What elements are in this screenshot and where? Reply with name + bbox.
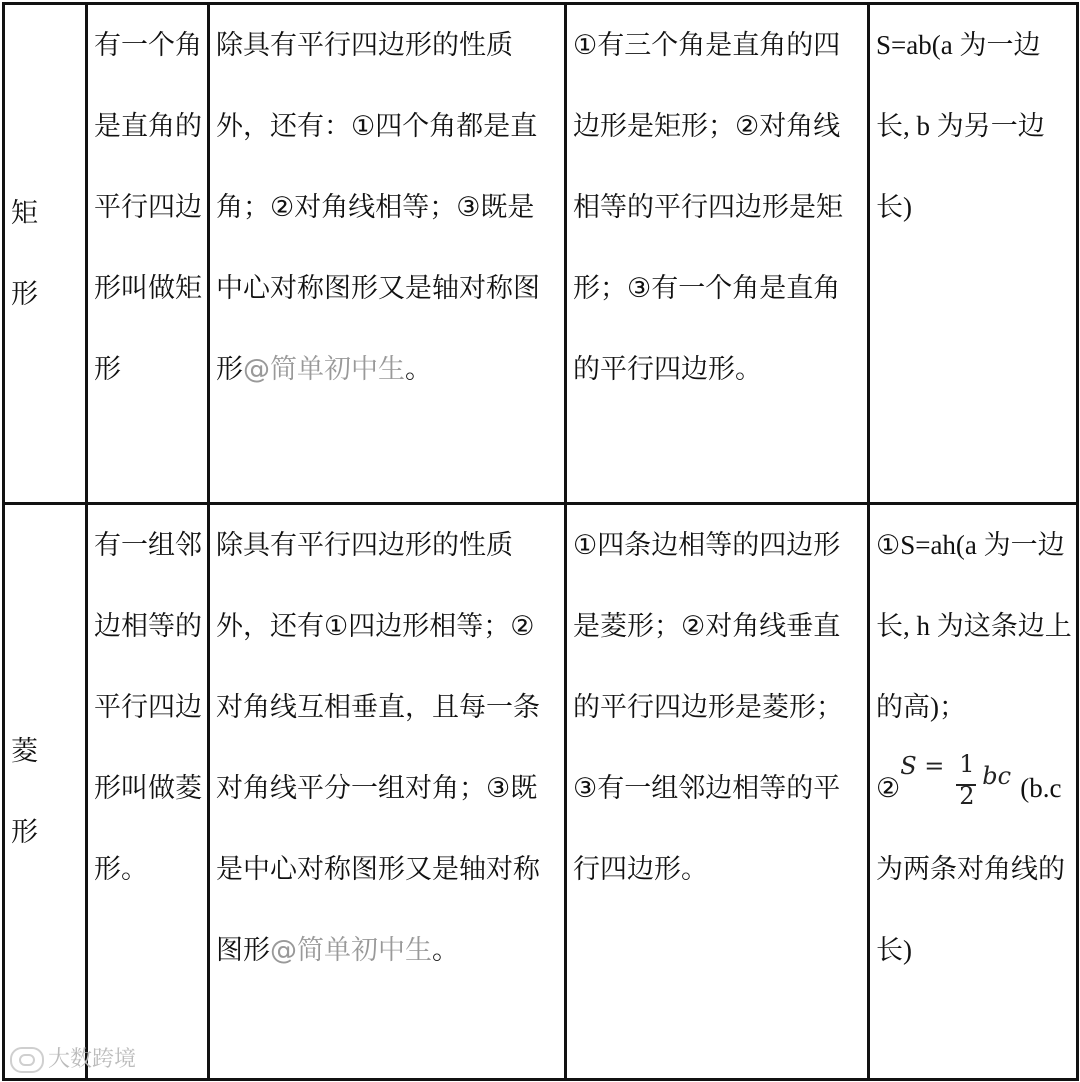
table-row — [4, 4, 1078, 504]
properties-cell — [209, 4, 566, 504]
area-text-part1: ①S=ah(a 为一边长, h 为这条边上的高)； — [876, 530, 1072, 722]
properties-text: 除具有平行四边形的性质外，还有①四边形相等；②对角线互相垂直，且每一条对角线平分一组对角；③既是中心对称图形又是轴对称图形 — [216, 530, 540, 966]
criteria-cell — [566, 504, 869, 1080]
properties-end: 。 — [405, 354, 432, 385]
criteria-text: ①有三个角是直角的四边形是矩形；②对角线相等的平行四边形是矩形；③有一个角是直角的平行四边形。 — [573, 30, 843, 385]
area-cell — [869, 504, 1078, 1080]
inline-watermark: @简单初中生 — [243, 354, 405, 385]
definition-text: 有一组邻边相等的平行四边形叫做菱形。 — [94, 530, 202, 885]
shape-name-char: 形 — [11, 816, 38, 848]
table-row — [4, 504, 1078, 1080]
comparison-table — [2, 2, 1079, 1081]
inline-watermark: @简单初中生 — [270, 935, 432, 966]
shape-name-char: 形 — [11, 278, 38, 310]
definition-cell — [87, 4, 209, 504]
definition-cell — [87, 504, 209, 1080]
area-text: S=ab(a 为一边长, b 为另一边长) — [876, 30, 1045, 222]
area-text-part2: (b.c 为两条对角线的长) — [876, 773, 1065, 965]
properties-text: 除具有平行四边形的性质外，还有：①四个角都是直角；②对角线相等；③既是中心对称图形又是轴对称图形 — [216, 30, 540, 385]
area-formula — [900, 748, 1020, 820]
formula-denominator: 2 — [959, 782, 975, 810]
shape-name-char: 菱 — [11, 735, 38, 767]
formula-vars: bc — [982, 762, 1012, 790]
brand-logo-icon — [10, 1047, 44, 1073]
properties-end: 。 — [432, 935, 459, 966]
shape-name-char: 矩 — [11, 197, 38, 229]
criteria-text: ①四条边相等的四边形是菱形；②对角线垂直的平行四边形是菱形；③有一组邻边相等的平行四边形。 — [573, 530, 843, 885]
formula-numerator: 1 — [959, 750, 975, 778]
area-cell — [869, 4, 1078, 504]
formula-marker: ② — [876, 773, 901, 803]
brand-watermark — [10, 1046, 136, 1074]
properties-cell — [209, 504, 566, 1080]
shape-name-cell — [4, 4, 87, 504]
shape-name-cell — [4, 504, 87, 1080]
definition-text: 有一个角是直角的平行四边形叫做矩形 — [94, 30, 202, 385]
criteria-cell — [566, 4, 869, 504]
brand-watermark-text: 大数跨境 — [48, 1047, 137, 1072]
formula-lhs: S = — [900, 752, 945, 780]
